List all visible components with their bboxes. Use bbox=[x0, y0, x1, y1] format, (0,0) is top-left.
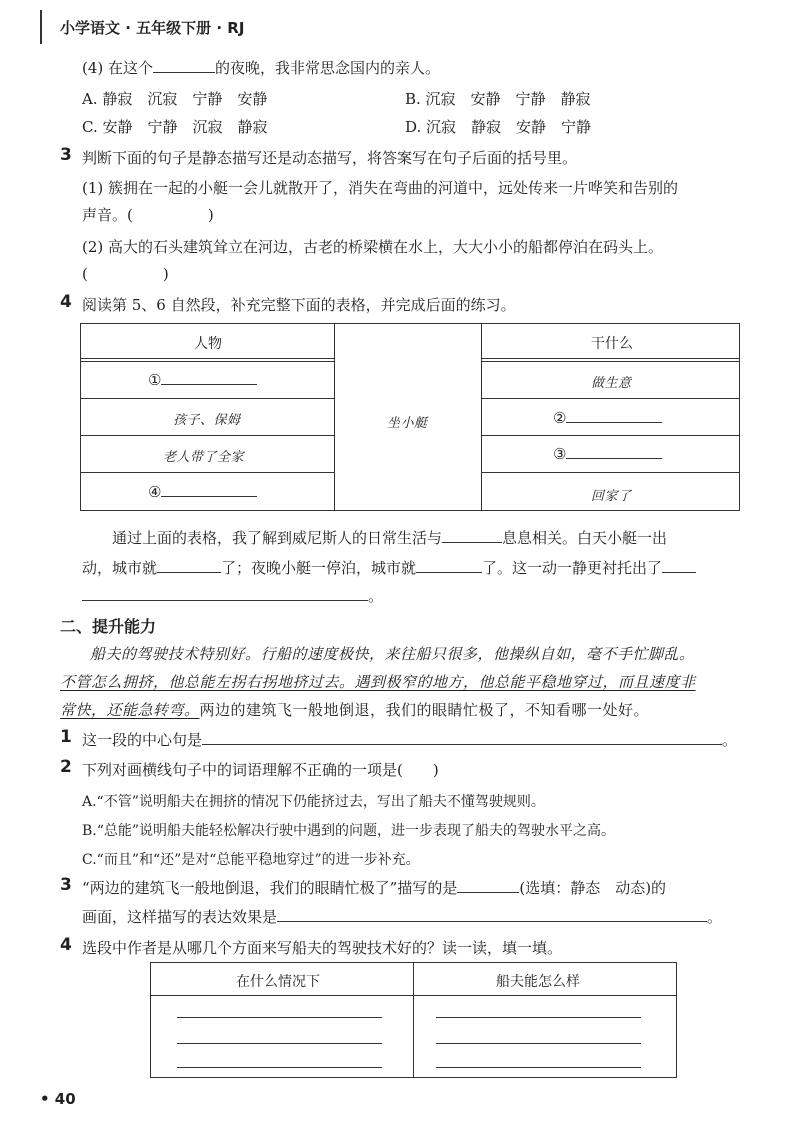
s2-q4-text: 选段中作者是从哪几个方面来写船夫的驾驶技术好的？读一读，填一填。 bbox=[82, 939, 563, 957]
table-right-row-4: 回家了 bbox=[591, 489, 632, 504]
option-d: D. 沉寂 静寂 安静 宁静 bbox=[405, 118, 592, 136]
s2-q3-number: 3 bbox=[60, 875, 72, 895]
answer-line[interactable] bbox=[436, 1043, 641, 1044]
table-left-row-2: 孩子、保姆 bbox=[173, 413, 241, 428]
s2-q3-line-1: “两边的建筑飞一般地倒退，我们的眼睛忙极了”描写的是 (选填：静态 动态)的 bbox=[82, 879, 667, 897]
table-right-row-1: 做生意 bbox=[591, 376, 632, 391]
answer-line[interactable] bbox=[436, 1067, 641, 1068]
section-2-title: 二、提升能力 bbox=[60, 617, 157, 636]
table-left-row-4: ④ bbox=[148, 482, 257, 501]
table-header-situation: 在什么情况下 bbox=[236, 974, 320, 990]
table-left-row-1: ① bbox=[148, 370, 257, 389]
q3-sentence-1: (1) 簇拥在一起的小艇一会儿就散开了，消失在弯曲的河道中，远处传来一片哗笑和告别的 bbox=[82, 179, 679, 197]
q4-paragraph-line-1: 通过上面的表格，我了解到威尼斯人的日常生活与 息息相关。白天小艇一出 bbox=[112, 529, 668, 547]
q3-sentence-2: (2) 高大的石头建筑耸立在河边，古老的桥梁横在水上，大大小小的船都停泊在码头上。 bbox=[82, 238, 664, 256]
s2-q1-number: 1 bbox=[60, 727, 72, 747]
s2-q4-number: 4 bbox=[60, 935, 72, 955]
q3-stem: 判断下面的句子是静态描写还是动态描写，将答案写在句子后面的括号里。 bbox=[82, 149, 578, 167]
page-number: • 40 bbox=[40, 1090, 76, 1108]
table-header-boatman: 船夫能怎么样 bbox=[496, 974, 580, 990]
table-left-row-3: 老人带了全家 bbox=[163, 450, 245, 465]
table-right-row-3: ③ bbox=[553, 444, 662, 463]
character-table bbox=[80, 323, 740, 511]
s2-q3-line-2: 画面，这样描写的表达效果是 。 bbox=[82, 908, 723, 926]
passage-line-2: 不管怎么拥挤，他总能左拐右拐地挤过去。遇到极窄的地方，他总能平稳地穿过，而且速度非 bbox=[60, 673, 696, 691]
passage-line-3: 常快，还能急转弯。两边的建筑飞一般地倒退，我们的眼睛忙极了，不知看哪一处好。 bbox=[60, 701, 650, 719]
table-header-action: 干什么 bbox=[591, 336, 633, 352]
driving-skill-table bbox=[150, 962, 677, 1078]
answer-line[interactable] bbox=[177, 1067, 382, 1068]
s2-q2-number: 2 bbox=[60, 757, 72, 777]
s2-q2-option-c: C.“而且”和“还”是对“总能平稳地穿过”的进一步补充。 bbox=[82, 852, 420, 868]
q3-sentence-2-answer: ( ) bbox=[82, 265, 169, 283]
table-middle-cell: 坐小艇 bbox=[387, 416, 428, 431]
s2-q2-option-a: A.“不管”说明船夫在拥挤的情况下仍能挤过去，写出了船夫不懂驾驶规则。 bbox=[82, 794, 545, 810]
option-c: C. 安静 宁静 沉寂 静寂 bbox=[82, 118, 268, 136]
header-rule-left bbox=[40, 10, 42, 44]
q4-stem: 阅读第 5、6 自然段，补充完整下面的表格，并完成后面的练习。 bbox=[82, 296, 516, 314]
option-b: B. 沉寂 安静 宁静 静寂 bbox=[405, 90, 591, 108]
answer-line[interactable] bbox=[436, 1017, 641, 1018]
q4-4-stem: (4) 在这个 的夜晚，我非常思念国内的亲人。 bbox=[82, 59, 441, 77]
q3-sentence-1-answer: 声音。( ) bbox=[82, 206, 214, 224]
s2-q2-option-b: B.“总能”说明船夫能轻松解决行驶中遇到的问题，进一步表现了船夫的驾驶水平之高。 bbox=[82, 823, 616, 839]
table-right-row-2: ② bbox=[553, 408, 662, 427]
q4-number: 4 bbox=[60, 292, 72, 312]
q3-number: 3 bbox=[60, 145, 72, 165]
q4-paragraph-line-3: 。 bbox=[82, 585, 383, 606]
option-a: A. 静寂 沉寂 宁静 安静 bbox=[82, 90, 268, 108]
s2-q2-text: 下列对画横线句子中的词语理解不正确的一项是( ) bbox=[82, 761, 439, 779]
s2-q1-text: 这一段的中心句是 。 bbox=[82, 731, 738, 749]
q4-paragraph-line-2: 动，城市就 了；夜晚小艇一停泊，城市就 了。这一动一静更衬托出了 bbox=[82, 557, 696, 578]
table-header-person: 人物 bbox=[194, 336, 222, 352]
answer-line[interactable] bbox=[177, 1043, 382, 1044]
header-title: 小学语文 · 五年级下册 · RJ bbox=[60, 19, 245, 37]
answer-line[interactable] bbox=[177, 1017, 382, 1018]
passage-line-1: 船夫的驾驶技术特别好。行船的速度极快，来往船只很多，他操纵自如，毫不手忙脚乱。 bbox=[90, 645, 695, 663]
